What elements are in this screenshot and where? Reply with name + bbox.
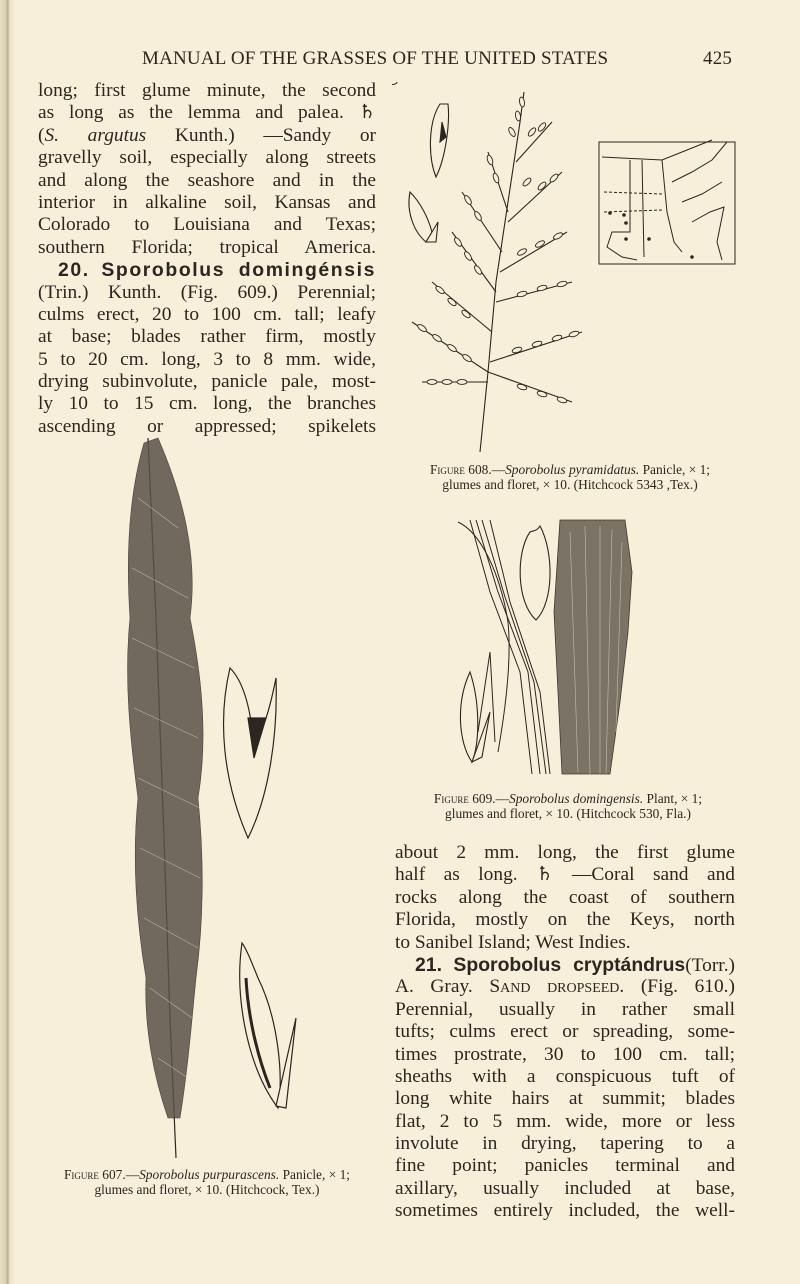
text-line: sometimes entirely included, the well-: [395, 1200, 735, 1222]
species-name: Sporobolus domingensis.: [509, 791, 644, 806]
figure-608-illustration: [392, 82, 742, 452]
text-line: axillary, usually included at base,: [395, 1177, 735, 1199]
panicle-drawing-icon: [392, 82, 742, 452]
text-line: involute in drying, tapering to a: [395, 1133, 735, 1155]
text-line: ascending or appressed; spikelets: [38, 415, 376, 437]
species-heading-20: [38, 259, 376, 281]
text-line: flat, 2 to 5 mm. wide, more or less: [395, 1110, 735, 1132]
common-name: Sand dropseed.: [489, 976, 625, 998]
figure-609-illustration: [450, 512, 710, 777]
caption-rest: Panicle, × 1;: [279, 1167, 351, 1182]
text-line: [395, 976, 735, 998]
running-head-title: MANUAL OF THE GRASSES OF THE UNITED STATES: [142, 48, 609, 69]
text-line: long white hairs at summit; blades: [395, 1088, 735, 1110]
text-line: culms erect, 20 to 100 cm. tall; leafy: [38, 303, 376, 325]
caption-line-2: glumes and floret, × 10. (Hitchcock, Tex.): [94, 1182, 320, 1197]
page-binding-edge: [0, 0, 14, 1284]
text-line: times prostrate, 30 to 100 cm. tall;: [395, 1043, 735, 1065]
figure-608-caption: [400, 462, 740, 492]
species-number: 21.: [415, 953, 442, 976]
text-line: 5 to 20 cm. long, 3 to 8 mm. wide,: [38, 348, 376, 370]
plant-drawing-icon: [450, 512, 710, 777]
species-number: 20.: [58, 259, 90, 282]
right-column-text: [395, 842, 735, 1223]
text-line: Colorado to Louisiana and Texas;: [38, 214, 376, 236]
species-name: Sporobolus purpurascens.: [139, 1167, 280, 1182]
caption-line-2: glumes and floret, × 10. (Hitchcock 530, Fla.): [445, 806, 691, 821]
text-line: interior in alkaline soil, Kansas and: [38, 191, 376, 213]
text-line: and along the seashore and in the: [38, 169, 376, 191]
figure-label: Figure 609.: [433, 791, 496, 806]
text-line: drying subinvolute, panicle pale, most-: [38, 371, 376, 393]
text-line: (S. argutus Kunth.) —Sandy or: [38, 124, 376, 146]
caption-line-1: Figure 608.—Sporobolus pyramidatus. Panicle, × 1;: [429, 462, 711, 477]
text-line: about 2 mm. long, the first glume: [395, 842, 735, 863]
text-line: as long as the lemma and palea. ♄: [38, 102, 376, 124]
figure-607-caption: [32, 1167, 382, 1197]
text-line: fine point; panicles terminal and: [395, 1155, 735, 1177]
caption-line-1: Figure 607.—Sporobolus purpurascens. Panicle, × 1;: [63, 1167, 351, 1182]
species-heading-21: [395, 954, 735, 976]
page-number: 425: [703, 48, 733, 69]
caption-line-1: Figure 609.—Sporobolus domingensis. Plant, × 1;: [433, 791, 703, 806]
species-name: Sporobolus domingénsis: [101, 259, 376, 282]
text-line: long; first glume minute, the second: [38, 80, 376, 101]
species-name: Sporobolus cryptándrus: [453, 953, 686, 976]
text-line: rocks along the coast of southern: [395, 886, 735, 908]
panicle-drawing-icon: [118, 418, 298, 1163]
figure-609-caption: [398, 791, 738, 821]
caption-rest: Panicle, × 1;: [639, 462, 711, 477]
text-line: southern Florida; tropical America.: [38, 236, 376, 258]
left-column-text: [38, 80, 376, 438]
text-line: at base; blades rather firm, mostly: [38, 326, 376, 348]
text-line: ly 10 to 15 cm. long, the branches: [38, 393, 376, 415]
species-name: Sporobolus pyramidatus.: [505, 462, 640, 477]
text-line: tufts; culms erect or spreading, some-: [395, 1021, 735, 1043]
species-authority: (Torr.): [685, 954, 735, 976]
text-line: sheaths with a conspicuous tuft of: [395, 1065, 735, 1087]
running-header: [0, 44, 800, 72]
text-line: (Trin.) Kunth. (Fig. 609.) Perennial;: [38, 281, 376, 303]
figure-607-illustration: [118, 418, 298, 1163]
figure-label: Figure 607.: [63, 1167, 126, 1182]
text-line: gravelly soil, especially along streets: [38, 147, 376, 169]
caption-rest: Plant, × 1;: [643, 791, 703, 806]
authority-text: A. Gray.: [395, 976, 490, 998]
figure-ref: (Fig. 610.): [624, 976, 735, 998]
figure-label: Figure 608.: [429, 462, 492, 477]
text-line: Florida, mostly on the Keys, north: [395, 909, 735, 931]
caption-line-2: glumes and floret, × 10. (Hitchcock 5343 ,Tex.): [442, 477, 698, 492]
text-line: half as long. ♄ —Coral sand and: [395, 864, 735, 886]
text-line: Perennial, usually in rather small: [395, 998, 735, 1020]
distribution-map: [599, 140, 735, 264]
text-line: to Sanibel Island; West Indies.: [395, 931, 631, 953]
